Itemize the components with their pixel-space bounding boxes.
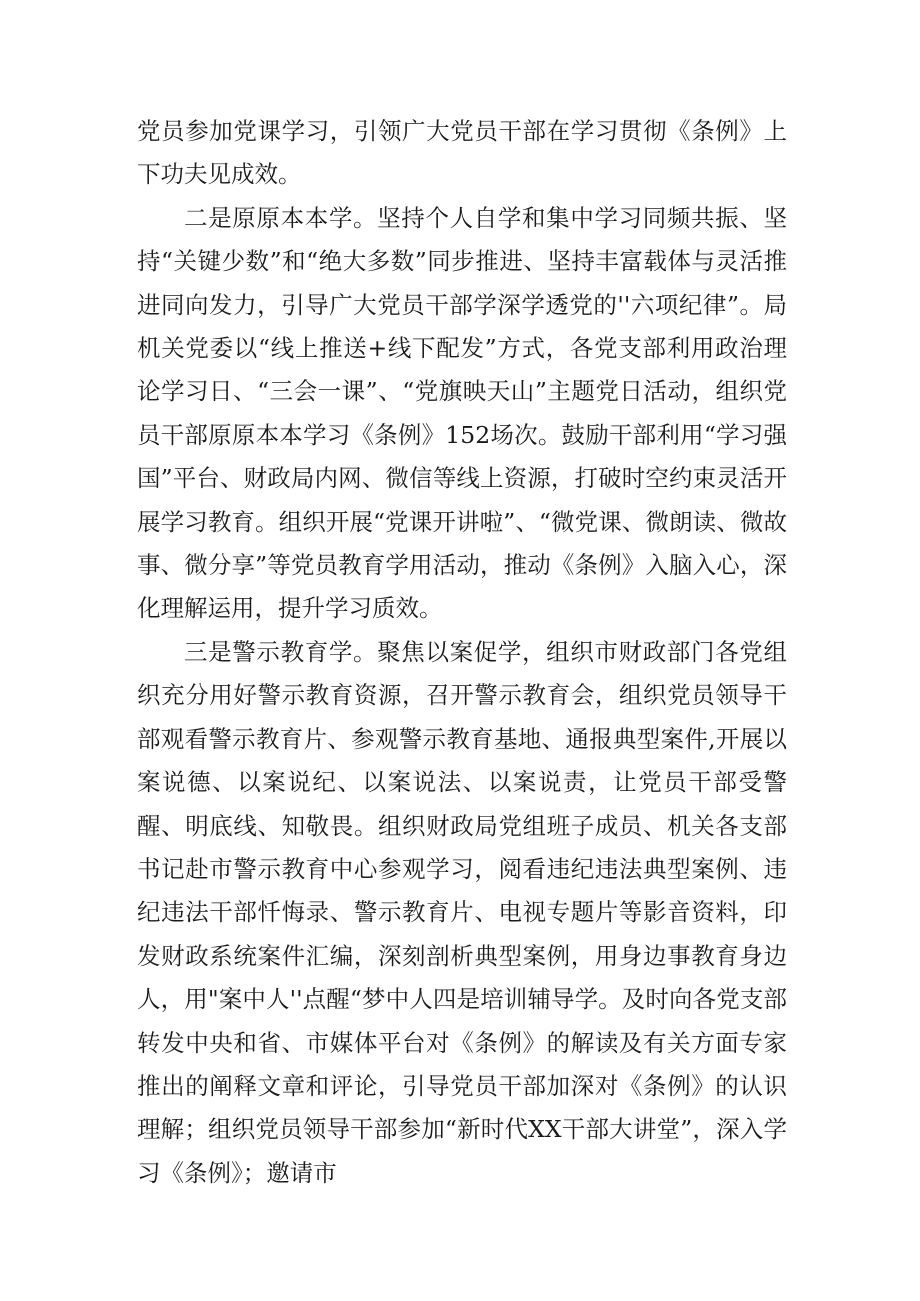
document-body [137, 110, 787, 1195]
paragraph-original-study: 二是原原本本学。坚持个人自学和集中学习同频共振、坚持“关键少数”和“绝大多数”同步推进、坚持丰富载体与灵活推进同向发力，引导广大党员干部学深学透党的''六项纪律”。局机关党委以“线上推送+线下配发”方式，各党支部利用政治理论学习日、“三会一课”、“党旗映天山”主题党日活动，组织党员干部原原本本学习《条例》152场次。鼓励干部利用“学习强国”平台、财政局内网、微信等线上资源，打破时空约束灵活开展学习教育。组织开展“党课开讲啦”、“微党课、微朗读、微故事、微分享”等党员教育学用活动，推动《条例》入脑入心，深化理解运用，提升学习质效。 [137, 203, 787, 623]
paragraph-continuation: 党员参加党课学习，引领广大党员干部在学习贯彻《条例》上下功夫见成效。 [137, 117, 787, 189]
paragraph-warning-education: 三是警示教育学。聚焦以案促学，组织市财政部门各党组织充分用好警示教育资源，召开警示教育会，组织党员领导干部观看警示教育片、参观警示教育基地、通报典型案件,开展以案说德、以案说纪、以案说法、以案说责，让党员干部受警醒、明底线、知敬畏。组织财政局党组班子成员、机关各支部书记赴市警示教育中心参观学习，阅看违纪违法典型案例、违纪违法干部忏悔录、警示教育片、电视专题片等影音资料，印发财政系统案件汇编，深刻剖析典型案例，用身边事教育身边人，用"案中人''点醒“梦中人四是培训辅导学。及时向各党支部转发中央和省、市媒体平台对《条例》的解读及有关方面专家推出的阐释文章和评论，引导党员干部加深对《条例》的认识理解；组织党员领导干部参加“新时代XX干部大讲堂”，深入学习《条例》；邀请市 [137, 637, 787, 1187]
